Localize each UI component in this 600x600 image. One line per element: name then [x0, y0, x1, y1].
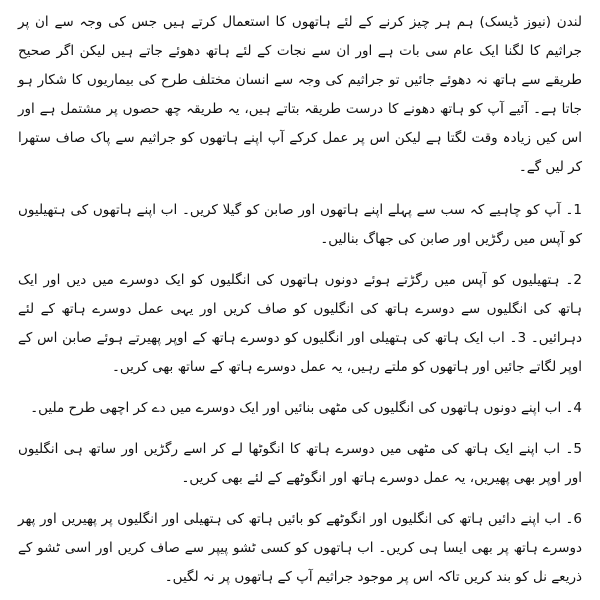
step-5-paragraph: 5۔ اب اپنے ایک ہاتھ کی مٹھی میں دوسرے ہاتھ کا انگوٹھا لے کر اسے رگڑیں اور ساتھ ہی انگلیوں اور اوپر بھی پھیریں، یہ عمل دوسرے ہاتھ اور انگوٹھے کے لئے بھی کریں۔ — [18, 441, 582, 486]
step-1-paragraph: 1۔ آپ کو چاہیے کہ سب سے پہلے اپنے ہاتھوں اور صابن کو گیلا کریں۔ اب اپنے ہاتھوں کی ہتھیلیوں کو آپس میں رگڑیں اور صابن کی جھاگ بنالیں۔ — [18, 202, 582, 247]
step-4-paragraph: 4۔ اب اپنے دونوں ہاتھوں کی انگلیوں کی مٹھی بنائیں اور ایک دوسرے میں دے کر اچھی طرح ملیں۔ — [30, 400, 582, 416]
article-intro-paragraph: لندن (نیوز ڈیسک) ہم ہر چیز کرنے کے لئے ہاتھوں کا استعمال کرتے ہیں جس کی وجہ سے ان پر جراثیم کا لگنا ایک عام سی بات ہے اور ان سے نجات کے لئے ہاتھ دھوئے جاتے ہیں لیکن اگر صحیح طریقے سے ہاتھ نہ دھوئے جائیں تو جراثیم کی وجہ سے انسان مختلف طرح کی بیماریوں کا شکار ہو جاتا ہے۔ آئیے آپ کو ہاتھ دھونے کا درست طریقہ بتاتے ہیں، یہ طریقہ چھ حصوں پر مشتمل ہے اور اس کیں زیادہ وقت لگتا ہے لیکن اس پر عمل کرکے آپ اپنے ہاتھوں کو جراثیم سے پاک صاف ستھرا کر لیں گے۔ — [18, 14, 582, 175]
step-2-3-paragraph: 2۔ ہتھیلیوں کو آپس میں رگڑتے ہوئے دونوں ہاتھوں کی انگلیوں کو ایک دوسرے میں دیں اور ایک ہاتھ کی انگلیوں سے دوسرے ہاتھ کی انگلیوں کو صاف کریں اور یہی عمل دوسرے ہاتھ کے لئے دہرائیں۔ 3۔ اب ایک ہاتھ کی ہتھیلی اور انگلیوں کو دوسرے ہاتھ کے اوپر پھیرتے ہوئے صابن اس کے اوپر لگاتے جائیں اور ہاتھوں کو ملتے رہیں، یہ عمل دوسرے ہاتھ کے ساتھ بھی کریں۔ — [18, 272, 582, 375]
step-6-paragraph: 6۔ اب اپنے دائیں ہاتھ کی انگلیوں اور انگوٹھے کو بائیں ہاتھ کی ہتھیلی اور انگلیوں پر پھیریں اور پھر دوسرے ہاتھ پر بھی ایسا ہی کریں۔ اب ہاتھوں کو کسی ٹشو پیپر سے صاف کریں اور اسی ٹشو کے ذریعے نل کو بند کریں تاکہ اس پر موجود جراثیم آپ کے ہاتھوں پر نہ لگیں۔ — [18, 511, 582, 585]
